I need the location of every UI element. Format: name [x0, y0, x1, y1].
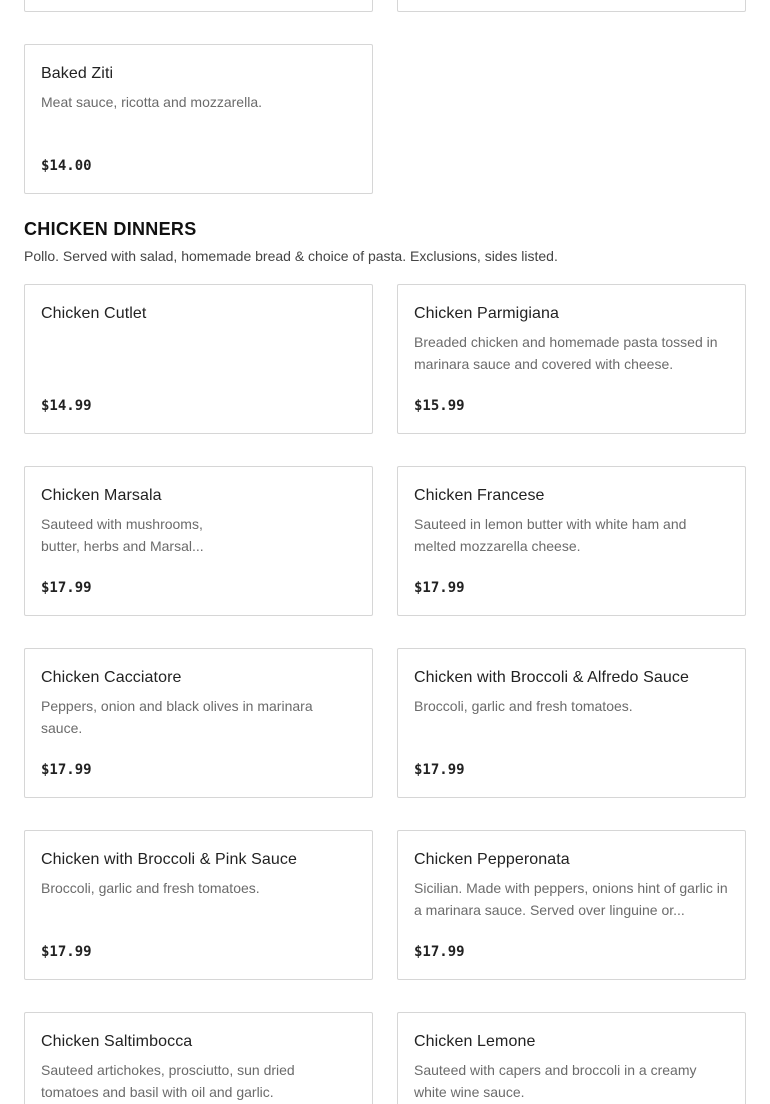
menu-item-description: Sicilian. Made with peppers, onions hint of garlic in a marinara sauce. Served over linguine or...: [414, 880, 728, 918]
menu-item-name: Chicken Lemone: [414, 1033, 536, 1050]
menu-item-price: $17.99: [414, 944, 465, 960]
menu-item-price: $17.99: [41, 580, 92, 596]
menu-item-card[interactable]: [24, 284, 373, 434]
menu-item-price: $17.99: [41, 762, 92, 778]
menu-item-price: $17.99: [414, 762, 465, 778]
menu-item-card[interactable]: [397, 648, 746, 798]
menu-item-card[interactable]: [397, 284, 746, 434]
menu-item-name: Chicken Cacciatore: [41, 669, 182, 686]
menu-item-name: Chicken Cutlet: [41, 305, 147, 322]
menu-item-name: Chicken Saltimbocca: [41, 1033, 193, 1050]
menu-item-price: $15.99: [414, 398, 465, 414]
menu-item-card[interactable]: [397, 1012, 746, 1104]
section-description: Pollo. Served with salad, homemade bread & choice of pasta. Exclusions, sides listed.: [24, 248, 558, 264]
menu-item-description: Sauteed in lemon butter with white ham and melted mozzarella cheese.: [414, 516, 687, 554]
menu-item-card[interactable]: [397, 466, 746, 616]
menu-item-description: Sauteed artichokes, prosciutto, sun dried tomatoes and basil with oil and garlic.: [41, 1062, 295, 1100]
menu-item-name: Chicken Marsala: [41, 487, 162, 504]
menu-item-price: $17.99: [414, 580, 465, 596]
menu-item-name: Chicken with Broccoli & Alfredo Sauce: [414, 669, 689, 686]
menu-item-price: $17.99: [41, 944, 92, 960]
menu-item-description: Peppers, onion and black olives in marinara sauce.: [41, 698, 313, 736]
menu-item-card[interactable]: [24, 1012, 373, 1104]
menu-item-name: Baked Ziti: [41, 65, 114, 82]
menu-item-card-partial[interactable]: [24, 0, 373, 12]
menu-item-description: Meat sauce, ricotta and mozzarella.: [41, 94, 262, 110]
section-title: CHICKEN DINNERS: [24, 219, 197, 239]
menu-item-description: Sauteed with capers and broccoli in a creamy white wine sauce.: [414, 1062, 697, 1100]
menu-item-name: Chicken Francese: [414, 487, 545, 504]
menu-item-description: Broccoli, garlic and fresh tomatoes.: [414, 698, 633, 714]
menu-item-card[interactable]: [24, 648, 373, 798]
menu-item-description: Breaded chicken and homemade pasta tossed in marinara sauce and covered with cheese.: [414, 334, 718, 372]
menu-item-name: Chicken with Broccoli & Pink Sauce: [41, 851, 297, 868]
menu-item-card[interactable]: [24, 44, 373, 194]
menu-item-card-partial[interactable]: [397, 0, 746, 12]
menu-item-card[interactable]: [24, 466, 373, 616]
menu-item-card[interactable]: [24, 830, 373, 980]
menu-item-description: Sauteed with mushrooms, butter, herbs and Marsal...: [41, 516, 204, 554]
menu-item-name: Chicken Pepperonata: [414, 851, 570, 868]
menu-item-description: Broccoli, garlic and fresh tomatoes.: [41, 880, 260, 896]
menu-item-name: Chicken Parmigiana: [414, 305, 559, 322]
menu-item-price: $14.99: [41, 398, 92, 414]
menu-item-price: $14.00: [41, 158, 92, 174]
menu-item-card[interactable]: [397, 830, 746, 980]
